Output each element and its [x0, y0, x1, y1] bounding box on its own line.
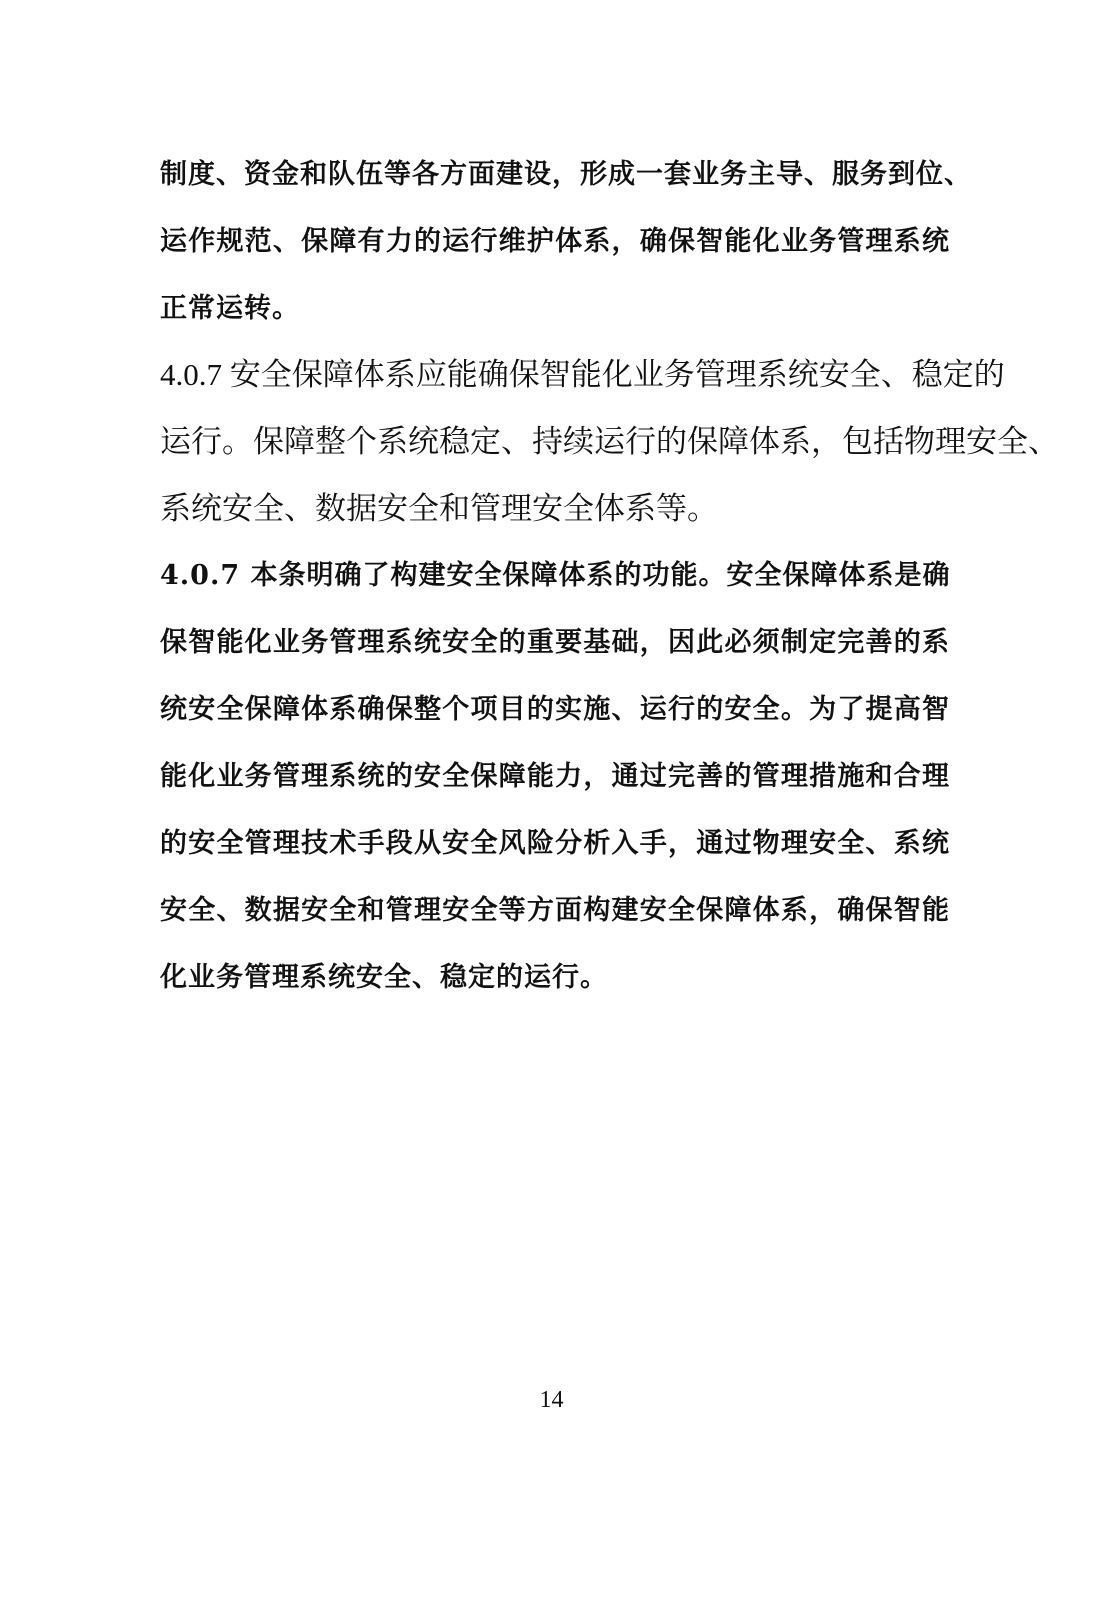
explanation-line-4: 能化业务管理系统的安全保障能力，通过完善的管理措施和合理: [160, 761, 950, 792]
explanation-line-1: 4.0.7 本条明确了构建安全保障体系的功能。安全保障体系是确: [160, 560, 951, 591]
explanation-line-7: 化业务管理系统安全、稳定的运行。: [160, 962, 608, 993]
page-number: 14: [539, 1387, 564, 1413]
continuation-line-1: 制度、资金和队伍等各方面建设，形成一套业务主导、服务到位、: [160, 159, 972, 190]
continuation-line-2: 运作规范、保障有力的运行维护体系，确保智能化业务管理系统: [160, 226, 950, 257]
explanation-line-6: 安全、数据安全和管理安全等方面构建安全保障体系，确保智能: [160, 895, 950, 926]
clause-line-1: 4.0.7 安全保障体系应能确保智能化业务管理系统安全、稳定的: [160, 357, 1005, 392]
clause-line-3: 系统安全、数据安全和管理安全体系等。: [160, 491, 718, 526]
explanation-line-3: 统安全保障体系确保整个项目的实施、运行的安全。为了提高智: [160, 694, 950, 725]
continuation-line-3: 正常运转。: [160, 293, 300, 324]
clause-line-2: 运行。保障整个系统稳定、持续运行的保障体系，包括物理安全、: [160, 424, 1059, 459]
explanation-line-5: 的安全管理技术手段从安全风险分析入手，通过物理安全、系统: [160, 828, 950, 859]
explanation-line-2: 保智能化业务管理系统安全的重要基础，因此必须制定完善的系: [160, 627, 950, 658]
